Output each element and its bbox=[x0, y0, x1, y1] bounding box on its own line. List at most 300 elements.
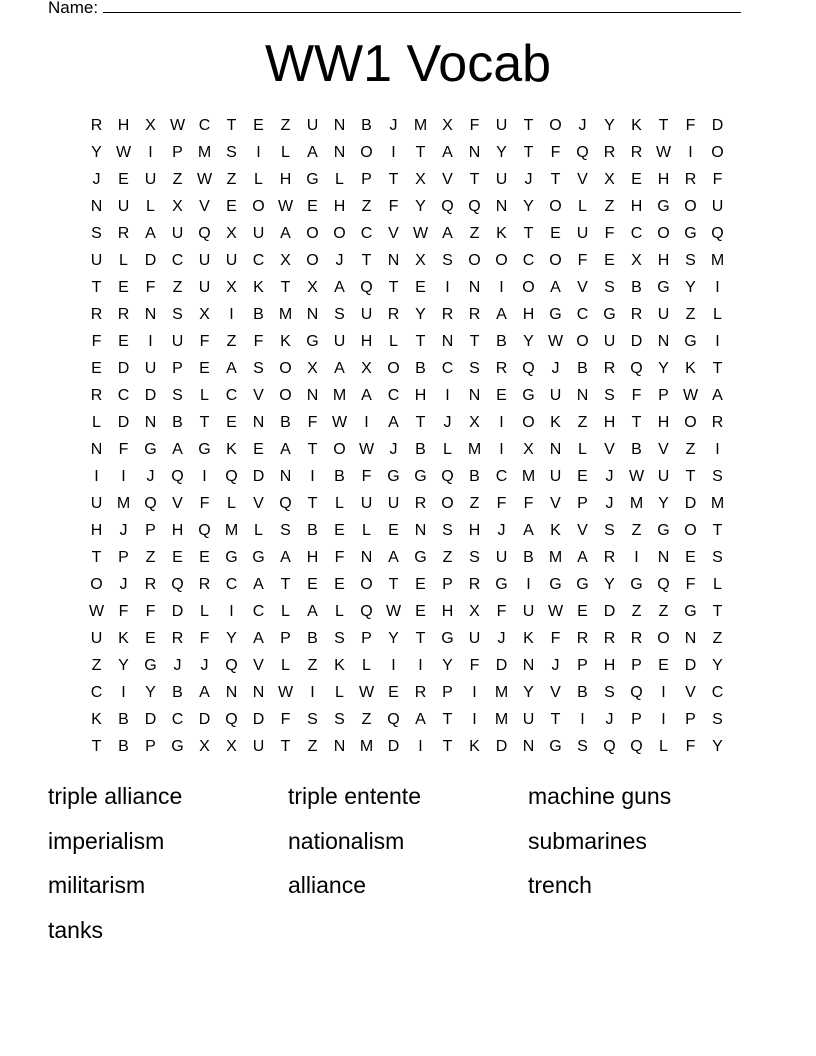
grid-letter: J bbox=[551, 657, 560, 674]
grid-letter: N bbox=[657, 333, 670, 350]
grid-letter: V bbox=[253, 657, 264, 674]
grid-letter: B bbox=[577, 684, 588, 701]
word-bank-item: triple alliance bbox=[48, 783, 183, 809]
grid-letter: J bbox=[497, 522, 506, 539]
grid-letter: E bbox=[577, 603, 588, 620]
grid-letter: Y bbox=[496, 144, 507, 161]
grid-letter: H bbox=[603, 657, 616, 674]
grid-letter: Q bbox=[171, 576, 184, 593]
grid-letter: V bbox=[550, 495, 561, 512]
grid-letter: P bbox=[145, 522, 156, 539]
grid-letter: E bbox=[307, 576, 318, 593]
grid-letter: S bbox=[253, 360, 264, 377]
grid-letter: E bbox=[145, 630, 156, 647]
grid-letter: J bbox=[335, 252, 344, 269]
grid-letter: U bbox=[117, 198, 130, 215]
grid-letter: T bbox=[523, 225, 534, 242]
grid-letter: H bbox=[360, 333, 373, 350]
grid-letter: U bbox=[603, 333, 616, 350]
grid-letter: H bbox=[657, 171, 670, 188]
grid-letter: R bbox=[711, 414, 724, 431]
grid-letter: T bbox=[550, 171, 561, 188]
grid-letter: S bbox=[226, 144, 237, 161]
grid-letter: E bbox=[415, 603, 426, 620]
grid-letter: T bbox=[550, 711, 561, 728]
grid-letter: T bbox=[307, 495, 318, 512]
grid-letter: F bbox=[523, 495, 534, 512]
grid-letter: M bbox=[494, 684, 509, 701]
grid-letter: O bbox=[90, 576, 103, 593]
grid-letter: G bbox=[549, 738, 562, 755]
grid-letter: Q bbox=[198, 522, 211, 539]
grid-letter: N bbox=[252, 414, 265, 431]
grid-letter: G bbox=[684, 603, 697, 620]
grid-letter: Z bbox=[91, 657, 102, 674]
grid-letter: H bbox=[171, 522, 184, 539]
grid-letter: W bbox=[385, 603, 402, 620]
grid-letter: Q bbox=[279, 495, 292, 512]
grid-letter: N bbox=[144, 414, 157, 431]
page-title: WW1 Vocab bbox=[264, 35, 552, 93]
grid-letter: N bbox=[360, 549, 373, 566]
grid-letter: V bbox=[253, 387, 264, 404]
grid-letter: Q bbox=[630, 738, 643, 755]
grid-letter: X bbox=[361, 360, 372, 377]
grid-letter: S bbox=[307, 711, 318, 728]
grid-letter: M bbox=[521, 468, 536, 485]
grid-letter: T bbox=[415, 144, 426, 161]
grid-letter: F bbox=[145, 603, 156, 620]
grid-letter: A bbox=[253, 576, 264, 593]
grid-letter: I bbox=[661, 711, 666, 728]
grid-letter: N bbox=[306, 387, 319, 404]
grid-letter: Y bbox=[118, 657, 129, 674]
grid-letter: E bbox=[307, 198, 318, 215]
grid-letter: W bbox=[547, 333, 564, 350]
grid-letter: Z bbox=[361, 711, 372, 728]
grid-letter: M bbox=[494, 711, 509, 728]
grid-letter: I bbox=[580, 711, 585, 728]
grid-letter: L bbox=[227, 495, 236, 512]
grid-letter: V bbox=[388, 225, 399, 242]
grid-letter: X bbox=[199, 738, 210, 755]
grid-letter: T bbox=[631, 414, 642, 431]
grid-letter: Q bbox=[603, 738, 616, 755]
grid-letter: Z bbox=[361, 198, 372, 215]
grid-letter: A bbox=[253, 630, 264, 647]
word-bank-item: nationalism bbox=[288, 827, 405, 854]
grid-letter: F bbox=[199, 630, 210, 647]
grid-letter: D bbox=[252, 468, 265, 485]
word-bank-item: machine guns bbox=[528, 783, 672, 809]
grid-letter: E bbox=[118, 333, 129, 350]
grid-letter: D bbox=[117, 360, 130, 377]
grid-letter: T bbox=[415, 414, 426, 431]
grid-letter: J bbox=[605, 711, 614, 728]
grid-letter: Y bbox=[226, 630, 237, 647]
grid-letter: N bbox=[333, 117, 346, 134]
grid-letter: O bbox=[522, 414, 535, 431]
grid-letter: F bbox=[334, 549, 345, 566]
grid-letter: V bbox=[685, 684, 696, 701]
grid-letter: C bbox=[252, 603, 265, 620]
grid-letter: G bbox=[684, 333, 697, 350]
grid-letter: N bbox=[522, 738, 535, 755]
grid-letter: U bbox=[711, 198, 724, 215]
grid-letter: U bbox=[549, 387, 562, 404]
grid-letter: N bbox=[468, 144, 481, 161]
grid-letter: S bbox=[712, 549, 723, 566]
grid-letter: R bbox=[468, 306, 481, 323]
grid-letter: A bbox=[442, 225, 453, 242]
grid-letter: L bbox=[146, 198, 155, 215]
grid-letter: S bbox=[172, 306, 183, 323]
grid-letter: J bbox=[578, 117, 587, 134]
grid-letter: D bbox=[117, 414, 130, 431]
grid-letter: H bbox=[279, 171, 292, 188]
grid-letter: G bbox=[414, 549, 427, 566]
grid-letter: R bbox=[414, 495, 427, 512]
grid-letter: X bbox=[523, 441, 534, 458]
grid-letter: E bbox=[388, 522, 399, 539]
grid-letter: T bbox=[712, 603, 723, 620]
grid-letter: C bbox=[171, 711, 184, 728]
grid-letter: E bbox=[496, 387, 507, 404]
grid-letter: T bbox=[280, 738, 291, 755]
grid-letter: O bbox=[495, 252, 508, 269]
grid-letter: U bbox=[333, 333, 346, 350]
grid-letter: G bbox=[495, 576, 508, 593]
grid-letter: A bbox=[280, 549, 291, 566]
grid-letter: S bbox=[91, 225, 102, 242]
grid-letter: S bbox=[469, 360, 480, 377]
grid-letter: R bbox=[603, 549, 616, 566]
grid-letter: A bbox=[550, 279, 561, 296]
grid-letter: A bbox=[442, 144, 453, 161]
grid-letter: Q bbox=[468, 198, 481, 215]
grid-letter: X bbox=[415, 171, 426, 188]
grid-letter: C bbox=[198, 117, 211, 134]
grid-letter: S bbox=[604, 387, 615, 404]
grid-letter: P bbox=[361, 171, 372, 188]
grid-letter: U bbox=[90, 252, 103, 269]
grid-letter: X bbox=[631, 252, 642, 269]
grid-letter: E bbox=[172, 549, 183, 566]
grid-letter: B bbox=[118, 711, 129, 728]
grid-letter: Y bbox=[388, 630, 399, 647]
grid-letter: G bbox=[441, 630, 454, 647]
grid-letter: P bbox=[577, 657, 588, 674]
grid-letter: C bbox=[711, 684, 724, 701]
grid-letter: G bbox=[603, 306, 616, 323]
grid-letter: N bbox=[306, 306, 319, 323]
grid-letter: P bbox=[172, 144, 183, 161]
grid-letter: O bbox=[387, 360, 400, 377]
grid-letter: O bbox=[468, 252, 481, 269]
grid-letter: U bbox=[171, 225, 184, 242]
grid-letter: Y bbox=[712, 657, 723, 674]
grid-letter: I bbox=[364, 414, 369, 431]
grid-letter: Q bbox=[360, 279, 373, 296]
word-bank bbox=[48, 777, 768, 955]
grid-letter: W bbox=[358, 441, 375, 458]
grid-letter: I bbox=[202, 468, 207, 485]
grid-letter: O bbox=[549, 252, 562, 269]
grid-letter: A bbox=[577, 549, 588, 566]
grid-letter: S bbox=[442, 522, 453, 539]
grid-letter: C bbox=[441, 360, 454, 377]
grid-letter: R bbox=[630, 630, 643, 647]
grid-letter: U bbox=[576, 225, 589, 242]
word-bank-item: imperialism bbox=[48, 827, 165, 854]
grid-letter: Y bbox=[523, 333, 534, 350]
grid-letter: C bbox=[360, 225, 373, 242]
grid-letter: R bbox=[576, 630, 589, 647]
grid-letter: Z bbox=[631, 522, 642, 539]
grid-letter: I bbox=[499, 414, 504, 431]
grid-letter: G bbox=[306, 333, 319, 350]
grid-letter: I bbox=[472, 711, 477, 728]
grid-letter: G bbox=[657, 522, 670, 539]
grid-letter: V bbox=[172, 495, 183, 512]
grid-letter: U bbox=[225, 252, 238, 269]
grid-letter: D bbox=[171, 603, 184, 620]
grid-letter: F bbox=[496, 495, 507, 512]
grid-letter: T bbox=[442, 738, 453, 755]
grid-letter: I bbox=[445, 387, 450, 404]
grid-letter: I bbox=[121, 468, 126, 485]
grid-letter: E bbox=[334, 522, 345, 539]
grid-letter: N bbox=[468, 279, 481, 296]
grid-letter: S bbox=[442, 252, 453, 269]
grid-letter: F bbox=[631, 387, 642, 404]
grid-letter: G bbox=[414, 468, 427, 485]
grid-letter: B bbox=[118, 738, 129, 755]
grid-letter: I bbox=[148, 333, 153, 350]
grid-letter: Q bbox=[576, 144, 589, 161]
grid-letter: F bbox=[550, 630, 561, 647]
grid-letter: K bbox=[91, 711, 102, 728]
grid-letter: U bbox=[549, 468, 562, 485]
grid-letter: V bbox=[604, 441, 615, 458]
grid-letter: D bbox=[684, 495, 697, 512]
grid-letter: S bbox=[577, 738, 588, 755]
grid-letter: U bbox=[198, 252, 211, 269]
grid-letter: J bbox=[119, 576, 128, 593]
name-underline bbox=[103, 0, 741, 13]
grid-letter: X bbox=[307, 360, 318, 377]
grid-letter: T bbox=[280, 576, 291, 593]
grid-letter: W bbox=[88, 603, 105, 620]
grid-letter: M bbox=[710, 252, 725, 269]
grid-letter: F bbox=[253, 333, 264, 350]
grid-letter: S bbox=[604, 279, 615, 296]
grid-letter: H bbox=[630, 198, 643, 215]
grid-letter: T bbox=[523, 144, 534, 161]
grid-letter: K bbox=[469, 738, 480, 755]
grid-letter: B bbox=[361, 117, 372, 134]
grid-letter: M bbox=[116, 495, 131, 512]
grid-letter: D bbox=[252, 711, 265, 728]
grid-letter: U bbox=[360, 306, 373, 323]
grid-letter: Z bbox=[469, 495, 480, 512]
grid-letter: K bbox=[523, 630, 534, 647]
grid-letter: X bbox=[604, 171, 615, 188]
grid-letter: I bbox=[256, 144, 261, 161]
grid-letter: N bbox=[441, 333, 454, 350]
grid-letter: D bbox=[495, 657, 508, 674]
grid-letter: Y bbox=[415, 306, 426, 323]
grid-letter: W bbox=[277, 684, 294, 701]
grid-letter: I bbox=[634, 549, 639, 566]
grid-letter: E bbox=[199, 549, 210, 566]
grid-letter: F bbox=[496, 603, 507, 620]
grid-letter: Y bbox=[523, 684, 534, 701]
grid-letter: J bbox=[605, 495, 614, 512]
grid-letter: U bbox=[495, 549, 508, 566]
grid-letter: N bbox=[279, 468, 292, 485]
grid-letter: S bbox=[712, 468, 723, 485]
grid-letter: U bbox=[657, 306, 670, 323]
grid-letter: V bbox=[550, 684, 561, 701]
grid-letter: X bbox=[415, 252, 426, 269]
grid-letter: X bbox=[226, 279, 237, 296]
grid-letter: W bbox=[412, 225, 429, 242]
grid-letter: G bbox=[576, 576, 589, 593]
grid-letter: T bbox=[658, 117, 669, 134]
grid-letter: K bbox=[550, 414, 561, 431]
grid-letter: O bbox=[549, 117, 562, 134]
grid-letter: Q bbox=[225, 468, 238, 485]
grid-letter: U bbox=[198, 279, 211, 296]
grid-letter: Q bbox=[522, 360, 535, 377]
grid-letter: S bbox=[172, 387, 183, 404]
grid-letter: L bbox=[578, 198, 587, 215]
grid-letter: Q bbox=[441, 468, 454, 485]
grid-letter: X bbox=[226, 225, 237, 242]
grid-letter: N bbox=[495, 198, 508, 215]
grid-letter: P bbox=[280, 630, 291, 647]
grid-letter: O bbox=[576, 333, 589, 350]
grid-letter: O bbox=[306, 252, 319, 269]
grid-letter: J bbox=[92, 171, 101, 188]
grid-letter: Q bbox=[225, 657, 238, 674]
grid-letter: Y bbox=[604, 117, 615, 134]
grid-letter: O bbox=[549, 198, 562, 215]
grid-letter: J bbox=[389, 441, 398, 458]
grid-letter: H bbox=[414, 387, 427, 404]
grid-letter: E bbox=[388, 684, 399, 701]
grid-letter: K bbox=[226, 441, 237, 458]
grid-letter: L bbox=[713, 576, 722, 593]
grid-letter: F bbox=[604, 225, 615, 242]
grid-letter: A bbox=[226, 360, 237, 377]
grid-letter: G bbox=[657, 279, 670, 296]
grid-letter: A bbox=[280, 225, 291, 242]
grid-letter: N bbox=[90, 441, 103, 458]
grid-letter: T bbox=[712, 360, 723, 377]
grid-letter: L bbox=[578, 441, 587, 458]
grid-letter: I bbox=[310, 684, 315, 701]
grid-letter: Z bbox=[631, 603, 642, 620]
grid-letter: U bbox=[90, 495, 103, 512]
grid-letter: X bbox=[469, 414, 480, 431]
grid-letter: C bbox=[171, 252, 184, 269]
grid-letter: F bbox=[361, 468, 372, 485]
grid-letter: R bbox=[441, 306, 454, 323]
grid-letter: F bbox=[469, 657, 480, 674]
grid-letter: K bbox=[280, 333, 291, 350]
grid-letter: D bbox=[144, 252, 157, 269]
grid-letter: E bbox=[226, 198, 237, 215]
grid-letter: P bbox=[118, 549, 129, 566]
grid-letter: Y bbox=[442, 657, 453, 674]
grid-letter: L bbox=[659, 738, 668, 755]
grid-letter: T bbox=[388, 171, 399, 188]
grid-letter: S bbox=[604, 522, 615, 539]
grid-letter: T bbox=[361, 252, 372, 269]
grid-letter: W bbox=[358, 684, 375, 701]
grid-letter: M bbox=[359, 738, 374, 755]
grid-letter: L bbox=[281, 603, 290, 620]
grid-letter: N bbox=[684, 630, 697, 647]
name-label: Name: bbox=[48, 0, 99, 17]
grid-letter: U bbox=[171, 333, 184, 350]
grid-letter: D bbox=[495, 738, 508, 755]
grid-letter: R bbox=[603, 360, 616, 377]
grid-letter: R bbox=[117, 225, 130, 242]
grid-letter: K bbox=[118, 630, 129, 647]
grid-letter: I bbox=[661, 684, 666, 701]
grid-letter: U bbox=[495, 117, 508, 134]
grid-letter: R bbox=[198, 576, 211, 593]
grid-letter: I bbox=[229, 306, 234, 323]
grid-letter: A bbox=[334, 279, 345, 296]
grid-letter: G bbox=[171, 738, 184, 755]
grid-letter: Z bbox=[172, 279, 183, 296]
grid-letter: C bbox=[225, 576, 238, 593]
grid-letter: O bbox=[333, 441, 346, 458]
grid-letter: I bbox=[94, 468, 99, 485]
grid-letter: H bbox=[657, 414, 670, 431]
grid-letter: D bbox=[711, 117, 724, 134]
grid-letter: O bbox=[684, 522, 697, 539]
grid-letter: J bbox=[443, 414, 452, 431]
grid-letter: P bbox=[631, 657, 642, 674]
grid-letter: O bbox=[252, 198, 265, 215]
grid-letter: L bbox=[200, 387, 209, 404]
grid-letter: E bbox=[253, 117, 264, 134]
grid-letter: R bbox=[387, 306, 400, 323]
grid-letter: E bbox=[334, 576, 345, 593]
grid-letter: L bbox=[200, 603, 209, 620]
grid-letter: M bbox=[413, 117, 428, 134]
grid-letter: S bbox=[334, 711, 345, 728]
grid-letter: V bbox=[253, 495, 264, 512]
grid-letter: T bbox=[388, 576, 399, 593]
grid-letter: I bbox=[310, 468, 315, 485]
grid-letter: F bbox=[469, 117, 480, 134]
grid-letter: A bbox=[280, 441, 291, 458]
grid-letter: P bbox=[145, 738, 156, 755]
grid-letter: T bbox=[280, 279, 291, 296]
grid-letter: R bbox=[90, 306, 103, 323]
grid-letter: V bbox=[577, 522, 588, 539]
grid-letter: B bbox=[307, 522, 318, 539]
grid-letter: O bbox=[333, 225, 346, 242]
grid-letter: Q bbox=[171, 468, 184, 485]
grid-letter: I bbox=[499, 279, 504, 296]
